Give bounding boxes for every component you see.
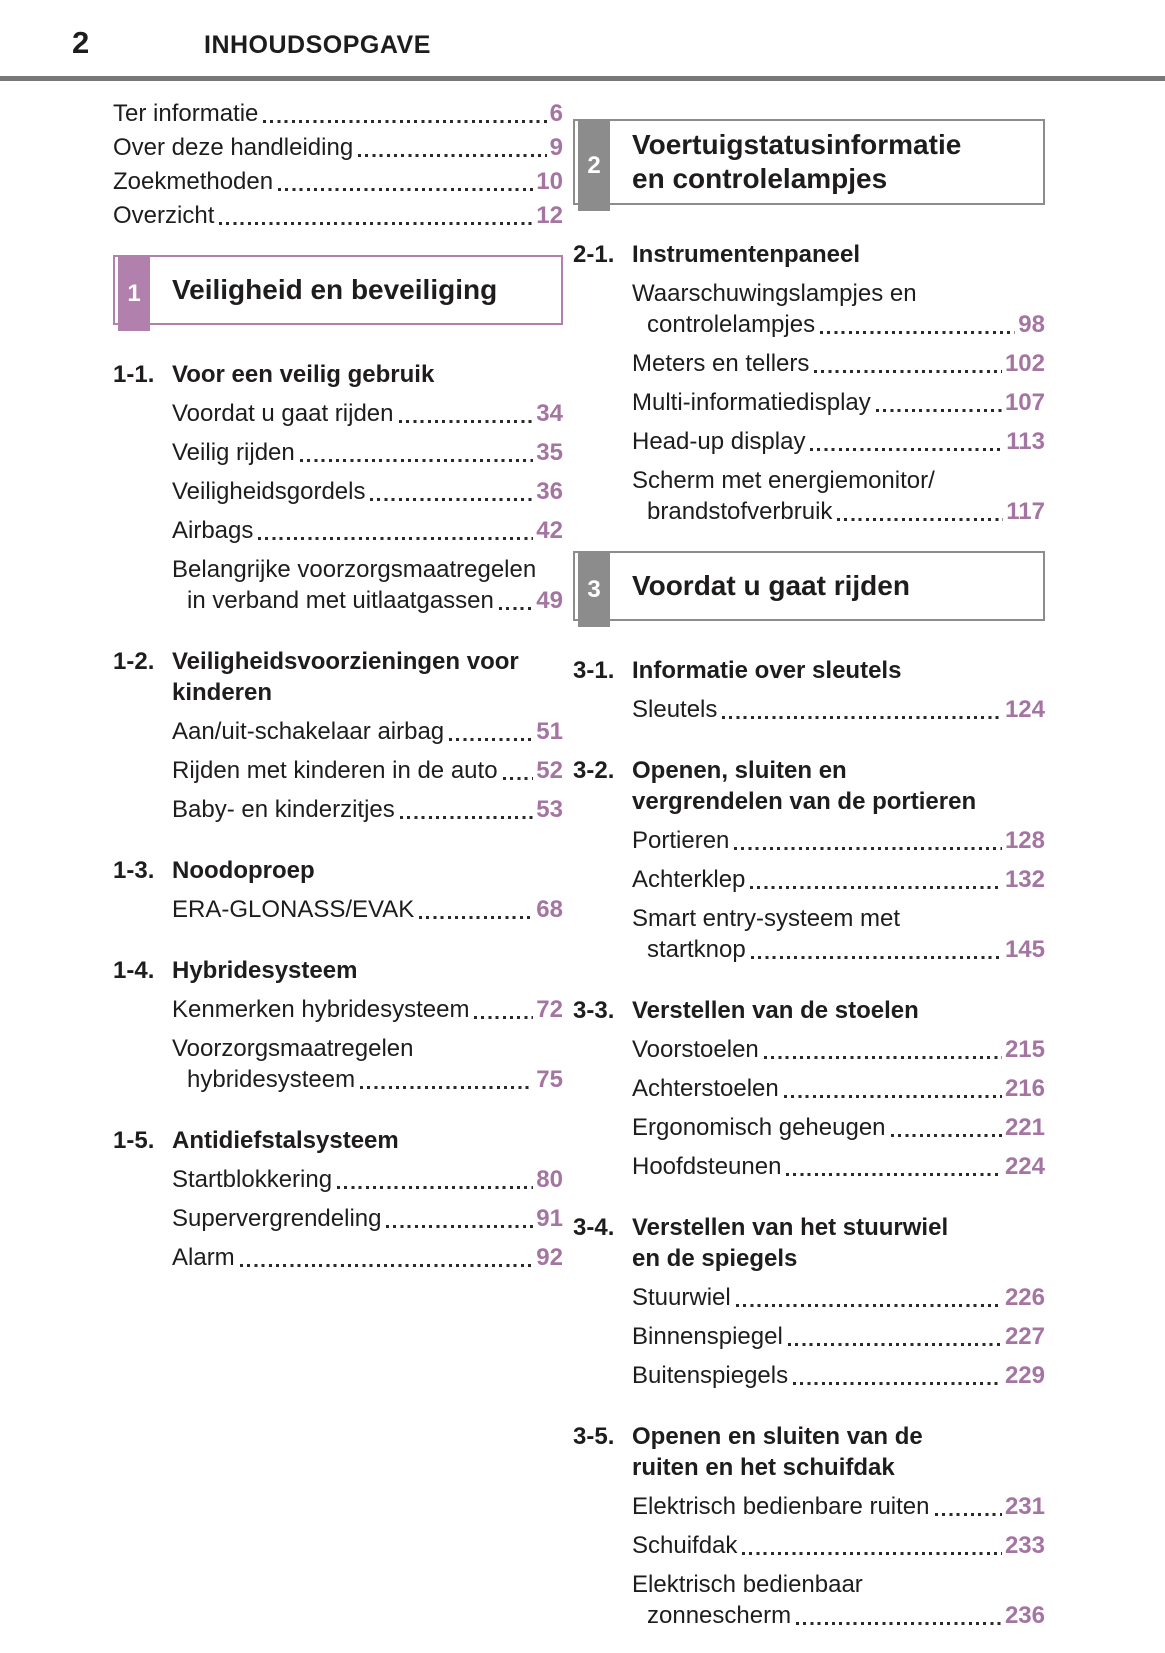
toc-entry [113, 167, 563, 197]
toc-entry [632, 1073, 1045, 1104]
toc-entry-last-line [632, 426, 1045, 457]
toc-entry-text: Veilig rijden [172, 439, 295, 466]
section-entries [172, 894, 563, 925]
toc-page-number: 68 [536, 896, 563, 923]
toc-entry [632, 694, 1045, 725]
section-title-line: Noodoproep [172, 857, 315, 884]
header-rule [0, 76, 1165, 81]
section-title [172, 646, 563, 708]
section-number: 1-2. [113, 648, 155, 675]
toc-page-number: 124 [1004, 696, 1045, 723]
toc-entry [632, 465, 1045, 527]
toc-entry-text: Supervergrendeling [172, 1205, 382, 1232]
toc-entry-last-line [632, 348, 1045, 379]
section-title-line: Veiligheidsvoorzieningen voor [172, 648, 519, 675]
toc-entry-text: Buitenspiegels [632, 1362, 789, 1389]
toc-entry-text: Baby- en kinderzitjes [172, 796, 395, 823]
toc-leader-dots [400, 816, 534, 819]
toc-entry [632, 864, 1045, 895]
section-entries [172, 398, 563, 616]
section-heading [113, 1125, 563, 1156]
section-entries [632, 694, 1045, 725]
toc-entry [172, 794, 563, 825]
section-entries [632, 1034, 1045, 1182]
toc-entry [632, 1530, 1045, 1561]
toc-page-number: 233 [1004, 1532, 1045, 1559]
toc-leader-dots [742, 1552, 1002, 1555]
toc-entry [113, 133, 563, 163]
toc-page-number: 91 [536, 1205, 563, 1232]
toc-entry [632, 348, 1045, 379]
section-title [172, 359, 563, 390]
toc-leader-dots [876, 409, 1002, 412]
toc-page-number: 72 [536, 996, 563, 1023]
chapter-title-line: Voordat u gaat rijden [632, 570, 910, 601]
toc-entry-text: Voordat u gaat rijden [172, 400, 394, 427]
top-level-entries [113, 95, 563, 231]
section-number: 1-5. [113, 1127, 155, 1154]
toc-entry-last-line [632, 387, 1045, 418]
toc-entry-text: ERA-GLONASS/EVAK [172, 896, 415, 923]
toc-page-number: 102 [1004, 350, 1045, 377]
toc-leader-dots [240, 1264, 534, 1267]
section-number: 3-1. [573, 657, 615, 684]
toc-entry-text: Multi-informatiedisplay [632, 389, 871, 416]
section-heading [573, 1421, 1045, 1483]
toc-entry-text: Scherm met energiemonitor/ [632, 467, 935, 494]
chapter-number: 3 [587, 576, 601, 603]
toc-entry-last-line [172, 1064, 563, 1095]
chapter-title [172, 273, 497, 307]
chapter-box-1 [113, 255, 563, 325]
toc-entry-last-line [172, 515, 563, 546]
toc-page-number: 229 [1004, 1362, 1045, 1389]
toc-entry [172, 1203, 563, 1234]
toc-entry-text: Aan/uit-schakelaar airbag [172, 718, 445, 745]
toc-page-number: 36 [536, 478, 563, 505]
toc-entry [172, 1242, 563, 1273]
toc-entry-last-line [632, 1282, 1045, 1313]
toc-leader-dots [891, 1134, 1002, 1137]
toc-leader-dots [370, 498, 533, 501]
toc-entry-text: Ter informatie [113, 100, 259, 127]
chapter-number-tab [118, 257, 150, 331]
section-title-line: Verstellen van het stuurwiel [632, 1214, 949, 1241]
toc-page-number: 53 [536, 796, 563, 823]
toc-leader-dots [751, 956, 1002, 959]
section-title-line: Voor een veilig gebruik [172, 361, 435, 388]
toc-entry-last-line [113, 99, 563, 129]
section-heading [573, 655, 1045, 686]
toc-entry [172, 994, 563, 1025]
toc-entry-last-line [172, 398, 563, 429]
section-number: 3-5. [573, 1423, 615, 1450]
section-title-line: vergrendelen van de portieren [632, 788, 977, 815]
section-number: 3-4. [573, 1214, 615, 1241]
toc-entry-text: Achterstoelen [632, 1075, 779, 1102]
section-entries [632, 278, 1045, 527]
toc-entry [172, 1033, 563, 1095]
toc-page-number: 227 [1004, 1323, 1045, 1350]
toc-entry [113, 99, 563, 129]
toc-page-number: 117 [1006, 498, 1045, 525]
toc-entry-last-line [172, 1203, 563, 1234]
toc-entry [632, 426, 1045, 457]
toc-leader-dots [764, 1056, 1002, 1059]
toc-leader-dots [258, 537, 533, 540]
section-1-1 [113, 359, 563, 616]
toc-entry [172, 437, 563, 468]
section-entries [632, 825, 1045, 965]
toc-leader-dots [796, 1622, 1002, 1625]
toc-entry-text: Elektrisch bedienbare ruiten [632, 1493, 930, 1520]
toc-leader-dots [278, 188, 533, 191]
toc-leader-dots [337, 1186, 533, 1189]
toc-leader-dots [358, 154, 546, 157]
toc-page-number: 12 [536, 202, 563, 229]
section-3-1 [573, 655, 1045, 725]
section-3-2 [573, 755, 1045, 965]
toc-entry [632, 1321, 1045, 1352]
toc-leader-dots [788, 1343, 1002, 1346]
toc-page-number: 80 [536, 1166, 563, 1193]
page-number: 2 [72, 25, 90, 60]
toc-entry [632, 903, 1045, 965]
chapter-title-line: Veiligheid en beveiliging [172, 274, 498, 305]
toc-entry-text: Portieren [632, 827, 730, 854]
toc-entry-last-line [113, 167, 563, 197]
toc-entry-last-line [632, 1530, 1045, 1561]
toc-page-number: 221 [1004, 1114, 1045, 1141]
section-entries [172, 1164, 563, 1273]
toc-entry-text: Binnenspiegel [632, 1323, 783, 1350]
toc-entry-last-line [632, 1321, 1045, 1352]
toc-entry-last-line [632, 934, 1045, 965]
toc-entry-text: Achterklep [632, 866, 746, 893]
toc-entry-last-line [632, 1600, 1045, 1631]
toc-entry-text: Zoekmethoden [113, 168, 274, 195]
toc-leader-dots [736, 1304, 1002, 1307]
section-heading [113, 646, 563, 708]
toc-column-2 [573, 95, 1045, 1631]
toc-entry-last-line [632, 1034, 1045, 1065]
toc-entry-text: Kenmerken hybridesysteem [172, 996, 470, 1023]
section-title-line: Instrumentenpaneel [632, 241, 861, 268]
toc-entry-text: Stuurwiel [632, 1284, 731, 1311]
toc-leader-dots [810, 448, 1003, 451]
toc-entry-text: Rijden met kinderen in de auto [172, 757, 498, 784]
section-1-4 [113, 955, 563, 1095]
toc-page-number: 224 [1004, 1153, 1045, 1180]
toc-entry-text: Elektrisch bedienbaar [632, 1571, 863, 1598]
toc-leader-dots [722, 716, 1002, 719]
section-entries [172, 716, 563, 825]
toc-leader-dots [300, 459, 534, 462]
section-1-2 [113, 646, 563, 825]
section-heading [113, 955, 563, 986]
toc-entry [172, 515, 563, 546]
toc-entry-text: Airbags [172, 517, 254, 544]
toc-page-number: 226 [1004, 1284, 1045, 1311]
section-heading [573, 995, 1045, 1026]
chapter-box-2 [573, 119, 1045, 205]
toc-page-number: 75 [536, 1066, 563, 1093]
toc-page-number: 6 [549, 100, 563, 127]
toc-entry-text: Overzicht [113, 202, 215, 229]
toc-leader-dots [786, 1173, 1002, 1176]
toc-entry-last-line [172, 794, 563, 825]
toc-entry [632, 1282, 1045, 1313]
toc-leader-dots [474, 1016, 533, 1019]
toc-entry-last-line [172, 894, 563, 925]
section-number: 1-4. [113, 957, 155, 984]
toc-entry-text: Alarm [172, 1244, 235, 1271]
toc-entry-text: zonnescherm [647, 1602, 792, 1629]
section-title-line: Openen en sluiten van de [632, 1423, 923, 1450]
toc-entry-last-line [172, 1242, 563, 1273]
toc-entry [632, 387, 1045, 418]
toc-entry [632, 1569, 1045, 1631]
toc-page-number: 215 [1004, 1036, 1045, 1063]
section-1-3 [113, 855, 563, 925]
section-number: 2-1. [573, 241, 615, 268]
toc-entry-last-line [632, 864, 1045, 895]
section-title [632, 655, 1045, 686]
toc-leader-dots [837, 518, 1003, 521]
section-number: 3-3. [573, 997, 615, 1024]
toc-entry-text: in verband met uitlaatgassen [187, 587, 494, 614]
section-title-line: Antidiefstalsysteem [172, 1127, 399, 1154]
toc-page-number: 35 [536, 439, 563, 466]
section-entries [632, 1491, 1045, 1631]
toc-page-number: 52 [536, 757, 563, 784]
toc-leader-dots [814, 370, 1002, 373]
toc-entry-last-line [632, 1073, 1045, 1104]
section-heading [573, 1212, 1045, 1274]
section-3-4 [573, 1212, 1045, 1391]
toc-leader-dots [360, 1086, 533, 1089]
toc-entry-last-line [632, 1360, 1045, 1391]
toc-entry-text: Belangrijke voorzorgsmaatregelen [172, 556, 537, 583]
toc-page-number: 107 [1004, 389, 1045, 416]
section-title [172, 1125, 563, 1156]
toc-column-1 [113, 95, 563, 1273]
toc-entry-text: Voorzorgsmaatregelen [172, 1035, 414, 1062]
toc-entry [172, 1164, 563, 1195]
toc-entry-text: controlelampjes [647, 311, 816, 338]
toc-page-number: 42 [536, 517, 563, 544]
section-3-3 [573, 995, 1045, 1182]
toc-leader-dots [784, 1095, 1002, 1098]
toc-leader-dots [263, 120, 546, 123]
toc-entry [172, 476, 563, 507]
toc-page-number: 9 [549, 134, 563, 161]
chapter-number-tab [578, 553, 610, 627]
toc-leader-dots [750, 886, 1002, 889]
toc-entry-last-line [113, 133, 563, 163]
toc-columns [113, 95, 1045, 1631]
toc-entry-text: brandstofverbruik [647, 498, 833, 525]
chapter-title [632, 128, 961, 196]
toc-entry-text: Ergonomisch geheugen [632, 1114, 886, 1141]
section-title [632, 1212, 1045, 1274]
section-number: 1-3. [113, 857, 155, 884]
section-title [632, 995, 1045, 1026]
toc-leader-dots [793, 1382, 1002, 1385]
toc-entry-text: Voorstoelen [632, 1036, 759, 1063]
toc-leader-dots [499, 607, 533, 610]
toc-leader-dots [399, 420, 534, 423]
toc-entry [632, 1491, 1045, 1522]
toc-entry-text: Hoofdsteunen [632, 1153, 782, 1180]
section-1-5 [113, 1125, 563, 1273]
chapter-title [632, 569, 910, 603]
toc-page-number: 128 [1004, 827, 1045, 854]
section-title [172, 955, 563, 986]
toc-entry-last-line [172, 716, 563, 747]
chapter-title-line: en controlelampjes [632, 163, 888, 194]
toc-entry [172, 554, 563, 616]
section-title-line: Verstellen van de stoelen [632, 997, 919, 1024]
toc-entry-last-line [172, 994, 563, 1025]
section-title [172, 855, 563, 886]
section-title-line: Openen, sluiten en [632, 757, 847, 784]
section-title [632, 239, 1045, 270]
toc-entry-text: Head-up display [632, 428, 806, 455]
toc-page-number: 34 [536, 400, 563, 427]
section-title [632, 755, 1045, 817]
chapter-number-tab [578, 121, 610, 211]
toc-entry-text: Waarschuwingslampjes en [632, 280, 917, 307]
section-number: 3-2. [573, 757, 615, 784]
toc-leader-dots [419, 916, 533, 919]
toc-entry-text: startknop [647, 936, 746, 963]
toc-page-number: 98 [1018, 311, 1045, 338]
toc-entry-last-line [172, 476, 563, 507]
section-heading [113, 855, 563, 886]
toc-leader-dots [503, 777, 534, 780]
toc-leader-dots [219, 222, 533, 225]
toc-page-number: 92 [536, 1244, 563, 1271]
section-heading [573, 755, 1045, 817]
toc-entry-last-line [172, 437, 563, 468]
toc-entry-last-line [632, 309, 1045, 340]
toc-entry [632, 1034, 1045, 1065]
toc-leader-dots [386, 1225, 533, 1228]
section-3-5 [573, 1421, 1045, 1631]
toc-entry-text: Schuifdak [632, 1532, 738, 1559]
section-entries [172, 994, 563, 1095]
toc-page-number: 145 [1004, 936, 1045, 963]
toc-entry [632, 825, 1045, 856]
toc-entry-text: hybridesysteem [187, 1066, 356, 1093]
chapter-number: 2 [587, 152, 601, 179]
chapter-box-3 [573, 551, 1045, 621]
toc-entry-last-line [632, 825, 1045, 856]
toc-page-number: 51 [536, 718, 563, 745]
section-title-line: ruiten en het schuifdak [632, 1454, 895, 1481]
toc-entry-text: Sleutels [632, 696, 718, 723]
toc-entry-text: Smart entry-systeem met [632, 905, 901, 932]
toc-entry-last-line [632, 1491, 1045, 1522]
toc-entry-last-line [632, 1151, 1045, 1182]
toc-entry [632, 278, 1045, 340]
toc-entry-text: Over deze handleiding [113, 134, 354, 161]
section-title-line: en de spiegels [632, 1245, 798, 1272]
toc-page-number: 10 [536, 168, 563, 195]
toc-entry [172, 894, 563, 925]
toc-entry-last-line [632, 1112, 1045, 1143]
chapter-title-line: Voertuigstatusinformatie [632, 129, 962, 160]
toc-entry-text: Startblokkering [172, 1166, 333, 1193]
page-title: INHOUDSOPGAVE [204, 31, 431, 59]
toc-entry [632, 1151, 1045, 1182]
toc-leader-dots [734, 847, 1002, 850]
section-entries [632, 1282, 1045, 1391]
section-heading [113, 359, 563, 390]
toc-entry-last-line [172, 585, 563, 616]
toc-entry-last-line [172, 755, 563, 786]
section-title-line: Hybridesysteem [172, 957, 358, 984]
toc-leader-dots [449, 738, 533, 741]
toc-page-number: 236 [1004, 1602, 1045, 1629]
section-number: 1-1. [113, 361, 155, 388]
toc-page-number: 113 [1006, 428, 1045, 455]
toc-page-number: 231 [1004, 1493, 1045, 1520]
toc-entry-last-line [632, 496, 1045, 527]
toc-entry-last-line [632, 694, 1045, 725]
toc-entry [172, 755, 563, 786]
section-title [632, 1421, 1045, 1483]
chapter-number: 1 [127, 280, 141, 307]
section-heading [573, 239, 1045, 270]
toc-entry [172, 398, 563, 429]
toc-entry [632, 1112, 1045, 1143]
toc-page-number: 49 [536, 587, 563, 614]
toc-page-number: 216 [1004, 1075, 1045, 1102]
toc-page-number: 132 [1004, 866, 1045, 893]
toc-entry-text: Meters en tellers [632, 350, 810, 377]
toc-entry-text: Veiligheidsgordels [172, 478, 366, 505]
toc-leader-dots [935, 1513, 1002, 1516]
toc-entry [172, 716, 563, 747]
toc-entry [113, 201, 563, 231]
toc-entry-last-line [172, 1164, 563, 1195]
toc-entry [632, 1360, 1045, 1391]
section-title-line: Informatie over sleutels [632, 657, 902, 684]
toc-leader-dots [820, 331, 1015, 334]
section-2-1 [573, 239, 1045, 527]
section-title-line: kinderen [172, 679, 273, 706]
toc-entry-last-line [113, 201, 563, 231]
